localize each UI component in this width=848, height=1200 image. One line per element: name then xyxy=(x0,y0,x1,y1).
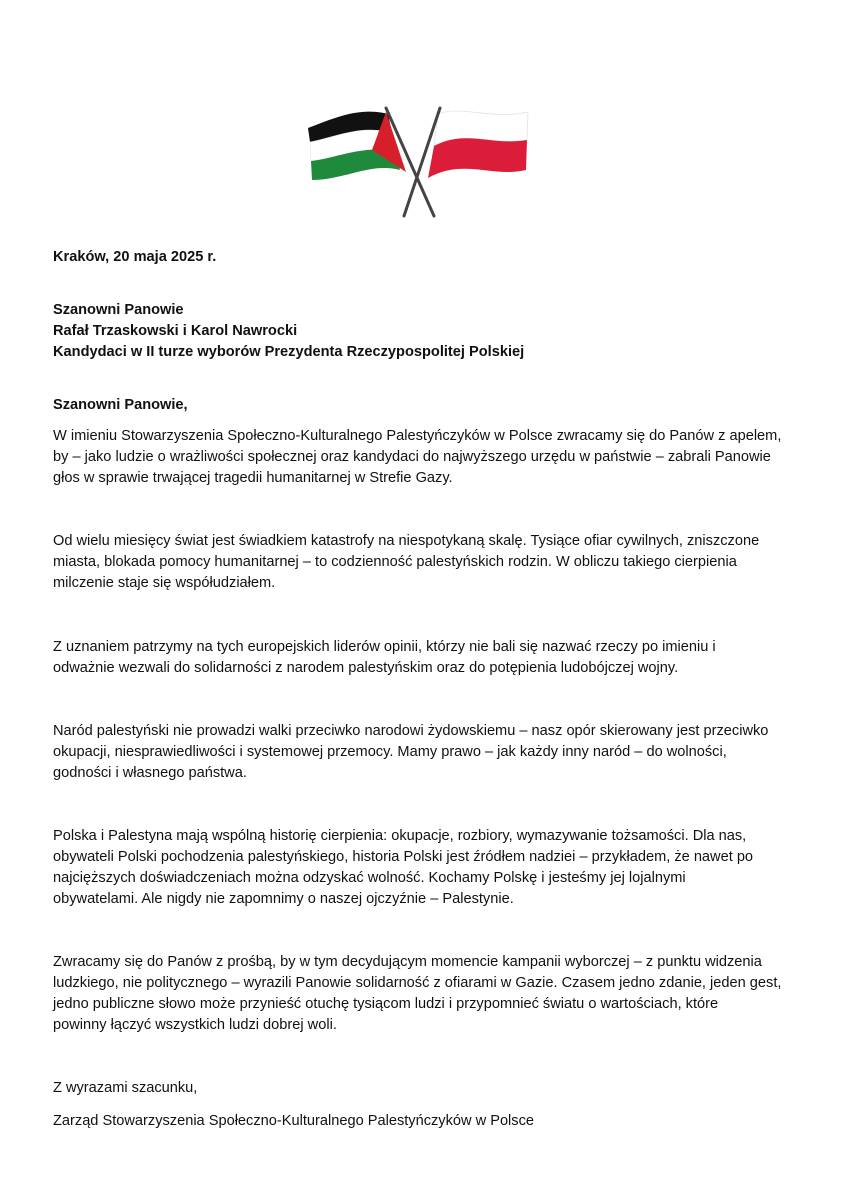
addressee-greeting-line: Szanowni Panowie xyxy=(53,302,184,318)
paragraph-catastrophe xyxy=(53,531,803,594)
text-line: milczenie staje się współudziałem. xyxy=(53,575,276,591)
salutation: Szanowni Panowie, xyxy=(53,397,188,413)
letter-date: Kraków, 20 maja 2025 r. xyxy=(53,249,217,265)
text-line: powinny łączyć wszystkich ludzi dobrej woli. xyxy=(53,1017,337,1033)
signature: Zarząd Stowarzyszenia Społeczno-Kulturalnego Palestyńczyków w Polsce xyxy=(53,1113,535,1129)
text-line: godności i własnego państwa. xyxy=(53,765,247,781)
text-line: odważnie wezwali do solidarności z narodem palestyńskim oraz do potępienia ludobójczej wojny. xyxy=(53,660,679,676)
text-line: obywateli Polski pochodzenia palestyńskiego, historia Polski jest źródłem nadziei – przykładem, że nawet po xyxy=(53,849,754,865)
text-line: Zwracamy się do Panów z prośbą, by w tym decydującym momencie kampanii wyborczej – z punktu widzenia xyxy=(53,954,762,970)
addressee-names-line: Rafał Trzaskowski i Karol Nawrocki xyxy=(53,323,298,339)
text-line: Od wielu miesięcy świat jest świadkiem katastrofy na niespotykaną skalę. Tysiące ofiar cywilnych, zniszczone xyxy=(53,533,760,549)
text-line: jedno publiczne słowo może przynieść otuchę tysiącom ludzi i przypomnieć światu o wartościach, które xyxy=(53,996,719,1012)
closing-phrase: Z wyrazami szacunku, xyxy=(53,1080,198,1096)
text-line: okupacji, niesprawiedliwości i systemowej przemocy. Mamy prawo – jak każdy inny naród – do wolności, xyxy=(53,744,727,760)
addressee-role-line: Kandydaci w II turze wyborów Prezydenta Rzeczypospolitej Polskiej xyxy=(53,344,525,360)
crossed-flags-icon xyxy=(300,104,536,222)
text-line: W imieniu Stowarzyszenia Społeczno-Kulturalnego Palestyńczyków w Polsce zwracamy się do Panów z apelem, xyxy=(53,428,782,444)
poland-flag-icon xyxy=(428,111,528,178)
text-line: Z uznaniem patrzymy na tych europejskich liderów opinii, którzy nie bali się nazwać rzeczy po imieniu i xyxy=(53,639,716,655)
paragraph-appeal xyxy=(53,426,803,489)
addressee-block xyxy=(53,300,803,363)
paragraph-european-leaders xyxy=(53,637,803,679)
text-line: najcięższych doświadczeniach można odzyskać wolność. Kochamy Polskę i jesteśmy jej lojalnymi xyxy=(53,870,686,886)
paragraph-palestinian-nation xyxy=(53,721,803,784)
text-line: obywatelami. Ale nigdy nie zapomnimy o naszej ojczyźnie – Palestynie. xyxy=(53,891,514,907)
paragraph-request xyxy=(53,952,803,1036)
paragraph-shared-history xyxy=(53,826,803,910)
text-line: Polska i Palestyna mają wspólną historię cierpienia: okupacje, rozbiory, wymazywanie tożsamości. Dla nas, xyxy=(53,828,747,844)
text-line: Naród palestyński nie prowadzi walki przeciwko narodowi żydowskiemu – nasz opór skierowany jest przeciwko xyxy=(53,723,769,739)
text-line: by – jako ludzie o wrażliwości społecznej oraz kandydaci do najwyższego urzędu w państwie – zabrali Panowie xyxy=(53,449,771,465)
text-line: głos w sprawie trwającej tragedii humanitarnej w Strefie Gazy. xyxy=(53,470,453,486)
text-line: ludzkiego, nie politycznego – wyrazili Panowie solidarność z ofiarami w Gazie. Czasem jedno zdanie, jeden gest, xyxy=(53,975,782,991)
text-line: miasta, blokada pomocy humanitarnej – to codzienność palestyńskich rodzin. W obliczu takiego cierpienia xyxy=(53,554,737,570)
